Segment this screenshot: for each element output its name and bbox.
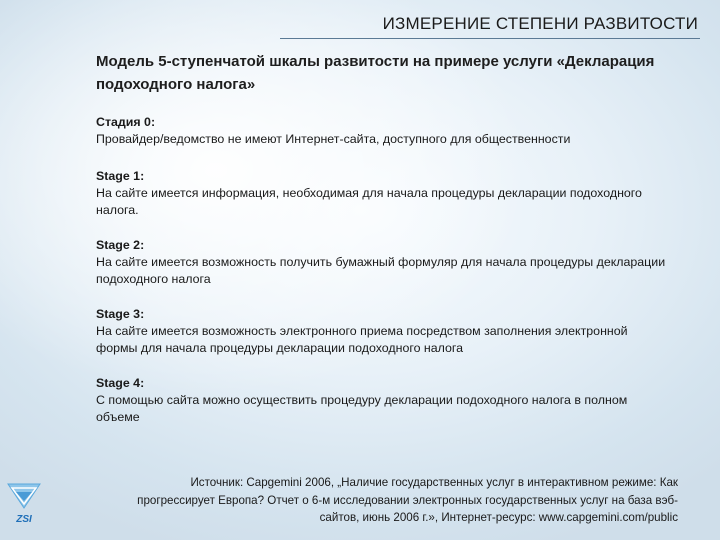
stage-label: Stage 1:	[96, 169, 145, 183]
stage-description: На сайте имеется возможность электронного приема посредством заполнения электронной формы для начала процедуры декларации подоходного налога	[96, 324, 628, 355]
stage-description: На сайте имеется информация, необходимая для начала процедуры декларации подоходного налога.	[96, 186, 642, 217]
stage-item	[96, 168, 671, 219]
stage-description: На сайте имеется возможность получить бумажный формуляр для начала процедуры декларации подоходного налога	[96, 255, 666, 286]
stage-label: Stage 2:	[96, 238, 145, 252]
stage-item	[96, 237, 671, 288]
logo-text: ZSI	[16, 514, 32, 525]
stage-item	[96, 306, 671, 357]
stage-item	[96, 375, 671, 426]
source-citation: Источник: Capgemini 2006, „Наличие государственных услуг в интерактивном режиме: Как прогрессирует Европа? Отчет о 6-м исследовании электронных государственных услуг на база вэб-сайтов, июнь 2006 г.», Интернет-ресурс: www.capgemini.com/public	[137, 476, 678, 524]
stage-label: Stage 3:	[96, 307, 145, 321]
stage-description: С помощью сайта можно осуществить процедуру декларации подоходного налога в полном объеме	[96, 393, 628, 424]
stage-list	[96, 114, 671, 444]
stage-item	[96, 114, 671, 148]
title-underline	[280, 38, 700, 39]
zsi-logo-icon	[6, 482, 42, 532]
page-title: ИЗМЕРЕНИЕ СТЕПЕНИ РАЗВИТОСТИ	[382, 14, 698, 33]
stage-description: Провайдер/ведомство не имеют Интернет-сайта, доступного для общественности	[96, 132, 571, 146]
stage-label: Stage 4:	[96, 376, 145, 390]
slide-subtitle: Модель 5-ступенчатой шкалы развитости на примере услуги «Декларация подоходного налога»	[96, 53, 655, 93]
stage-label: Стадия 0:	[96, 115, 156, 129]
